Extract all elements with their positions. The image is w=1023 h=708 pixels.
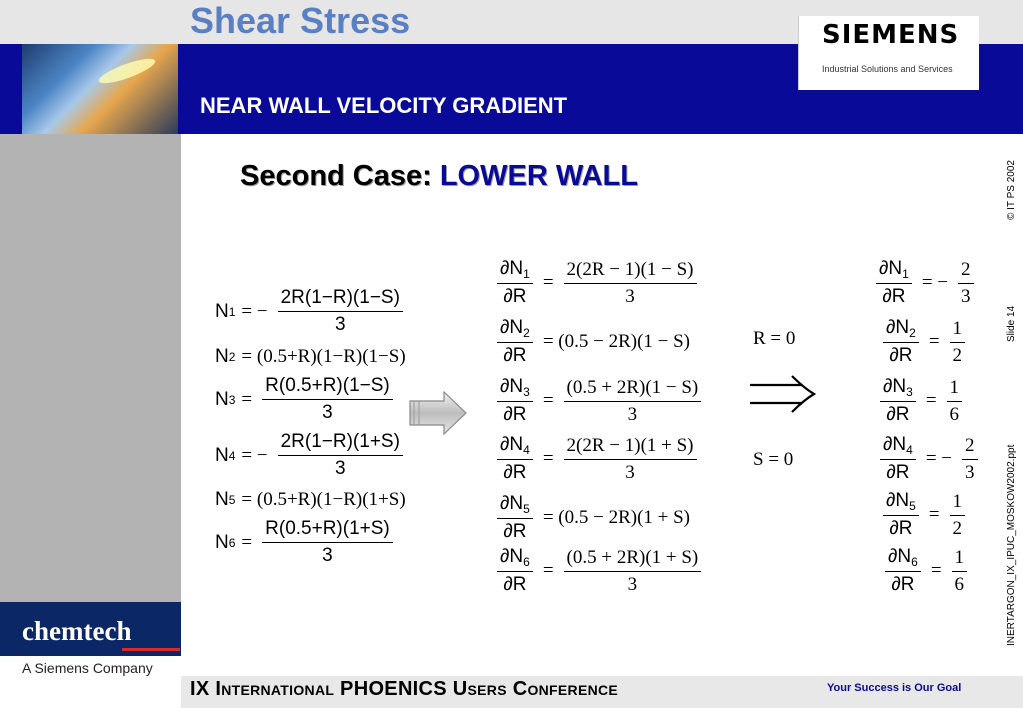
derivative-n5: $\frac{\partial N_5}{\partial R}$ = (0.5 − 2R)(1 + S) (493, 493, 696, 543)
conference-name: IX International PHOENICS Users Conference (190, 678, 619, 700)
derivative-n1: $\frac{\partial N_1}{\partial R}$ = $\frac{2(2R - 1)(1 - S)}{3}$ (493, 258, 701, 308)
result-n2: $\frac{\partial N_2}{\partial R}$ = $\frac{1}{2}$ (879, 317, 969, 367)
condition-r: R = 0 (753, 328, 796, 349)
section-heading-accent: LOWER WALL (439, 160, 638, 192)
derivative-n6: $\frac{\partial N_6}{\partial R}$ = $\frac{(0.5 + 2R)(1 + S)}{3}$ (493, 546, 705, 596)
siemens-tagline: Industrial Solutions and Services (822, 64, 953, 74)
result-n1: $\frac{\partial N_1}{\partial R}$ = − $\frac{2}{3}$ (872, 258, 978, 308)
block-arrow-icon (408, 390, 468, 436)
result-n5: $\frac{\partial N_5}{\partial R}$ = $\frac{1}{2}$ (879, 490, 969, 540)
implies-arrow-icon (748, 374, 816, 414)
chemtech-underline (122, 648, 180, 651)
result-n6: $\frac{\partial N_6}{\partial R}$ = $\frac{1}{6}$ (881, 546, 971, 596)
shape-function-n6: N 6 = $\frac{R(0.5+R)(1+S)}{3}$ (215, 518, 397, 567)
derivative-n4: $\frac{\partial N_4}{\partial R}$ = $\frac{2(2R - 1)(1 + S)}{3}$ (493, 434, 701, 484)
slogan: Your Success is Our Goal (827, 682, 962, 694)
chemtech-logo-tech: tech (83, 616, 132, 646)
shape-function-n5: N 5 = (0.5+R)(1−R)(1+S) (215, 489, 406, 510)
result-n3: $\frac{\partial N_3}{\partial R}$ = $\frac{1}{6}$ (876, 376, 966, 426)
section-heading-prefix: Second Case: (240, 160, 440, 192)
copyright-text: © IT PS 2002 (1006, 160, 1017, 220)
slide-subtitle: NEAR WALL VELOCITY GRADIENT (200, 93, 568, 118)
chemtech-logo-chem: chem (22, 616, 84, 646)
shape-function-n1: N 1 = − $\frac{2R(1-R)(1-S)}{3}$ (215, 287, 407, 336)
header-hero-image (22, 44, 178, 134)
file-name: INERTARGON_IX_IPUC_MOSKOW2002.ppt (1006, 444, 1017, 646)
shape-function-n2: N 2 = (0.5+R)(1−R)(1−S) (215, 346, 406, 367)
siemens-company-label: A Siemens Company (22, 660, 153, 676)
slide-title: Shear Stress (190, 0, 411, 41)
derivative-n2: $\frac{\partial N_2}{\partial R}$ = (0.5 − 2R)(1 − S) (493, 317, 696, 367)
condition-s: S = 0 (753, 449, 794, 470)
section-heading (240, 160, 638, 193)
shape-function-n3: N 3 = $\frac{R(0.5+R)(1-S)}{3}$ (215, 375, 397, 424)
shape-function-n4: N 4 = − $\frac{2R(1-R)(1+S)}{3}$ (215, 431, 407, 480)
left-sidebar (0, 134, 181, 602)
derivative-n3: $\frac{\partial N_3}{\partial R}$ = $\frac{(0.5 + 2R)(1 - S)}{3}$ (493, 376, 705, 426)
slide-number: Slide 14 (1006, 305, 1017, 342)
siemens-logo: SIEMENS (822, 20, 960, 50)
result-n4: $\frac{\partial N_4}{\partial R}$ = − $\frac{2}{3}$ (876, 434, 982, 484)
chemtech-logo (22, 616, 131, 647)
